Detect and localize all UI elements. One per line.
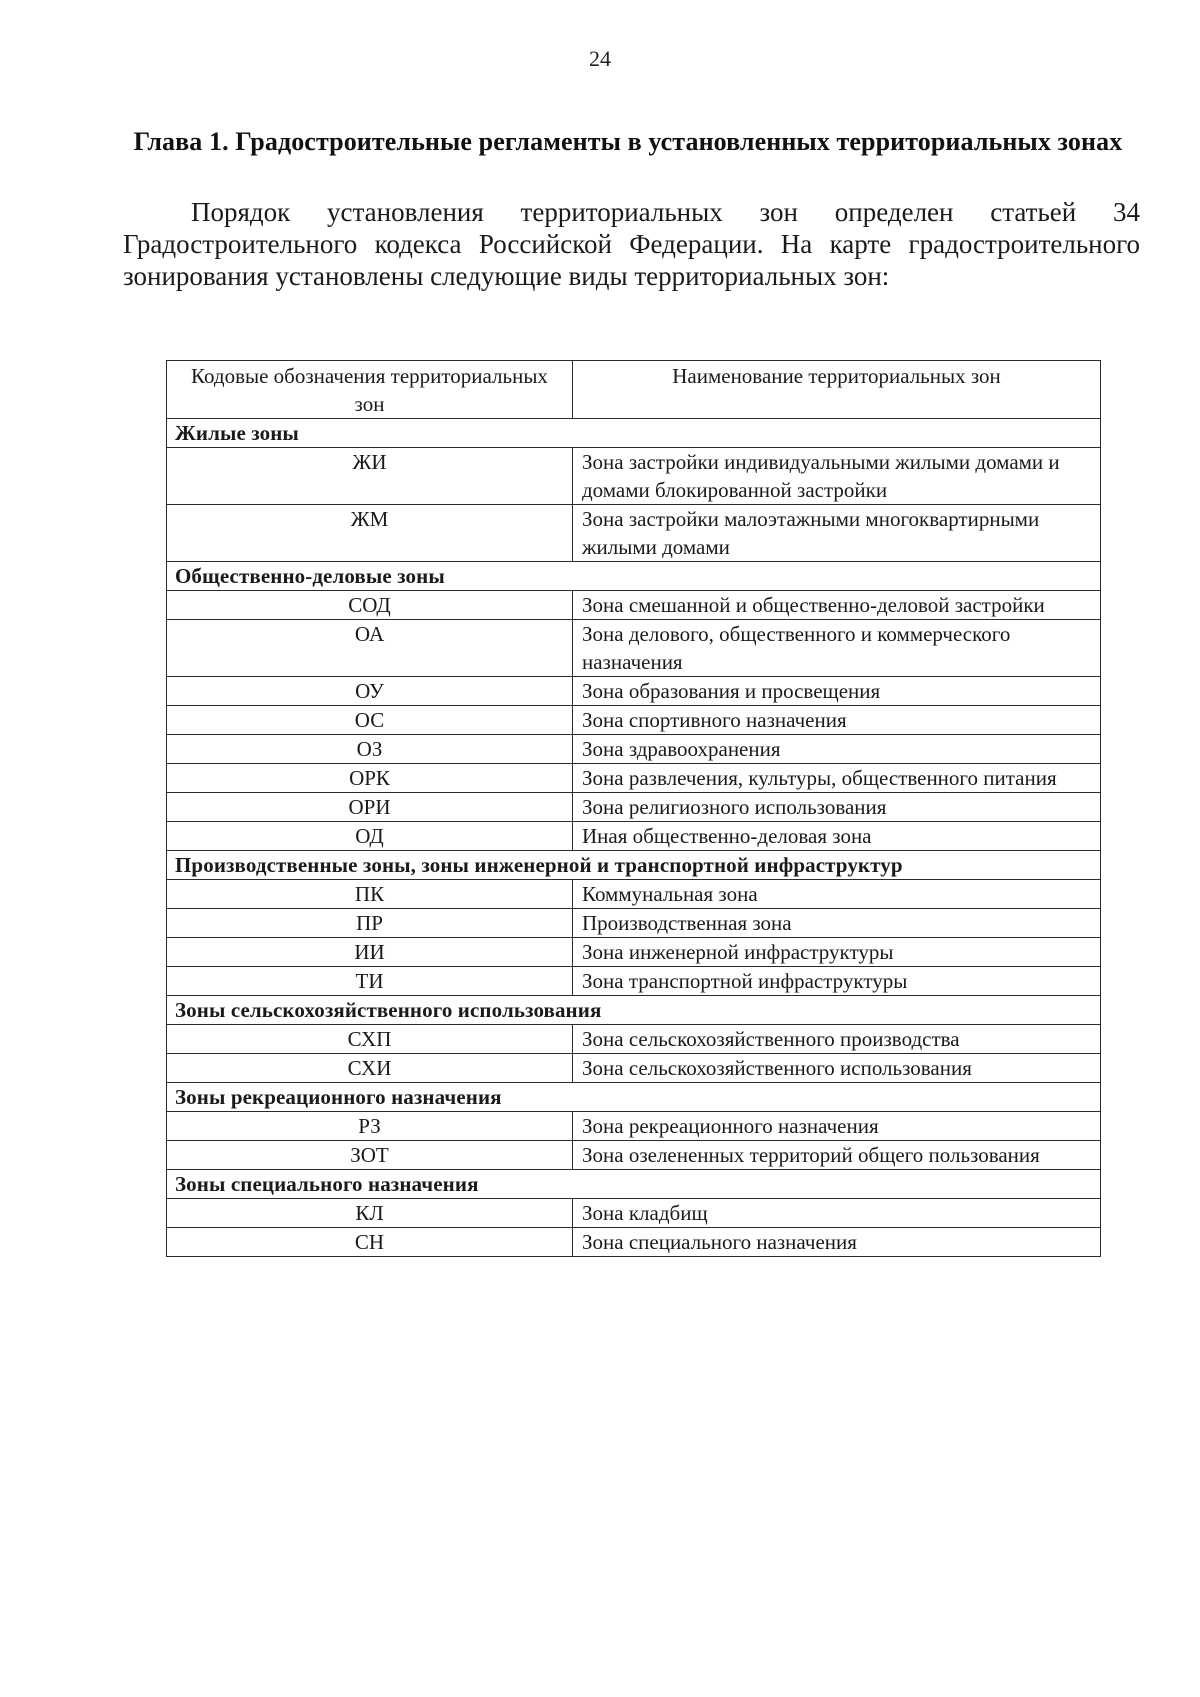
header-code: Кодовые обозначения территориальных зон (167, 361, 573, 419)
zone-code: СОД (167, 591, 573, 620)
zone-code: ОУ (167, 677, 573, 706)
zone-name: Зона образования и просвещения (573, 677, 1101, 706)
page-number: 24 (589, 46, 611, 71)
table-row (167, 793, 1101, 822)
zone-code: ОРИ (167, 793, 573, 822)
zone-code: ОС (167, 706, 573, 735)
group-title: Общественно-деловые зоны (167, 562, 1101, 591)
table-row (167, 822, 1101, 851)
zone-name: Зона сельскохозяйственного использования (573, 1054, 1101, 1083)
group-title: Зоны рекреационного назначения (167, 1083, 1101, 1112)
zone-name: Зона смешанной и общественно-деловой застройки (573, 591, 1101, 620)
table-row (167, 505, 1101, 562)
zone-code: ОРК (167, 764, 573, 793)
header-name: Наименование территориальных зон (573, 361, 1101, 419)
zone-code: ОА (167, 620, 573, 677)
zone-name: Зона здравоохранения (573, 735, 1101, 764)
table-row (167, 620, 1101, 677)
table-row (167, 1141, 1101, 1170)
table-row (167, 909, 1101, 938)
zones-table (166, 360, 1101, 1257)
group-row-residential (167, 419, 1101, 448)
intro-paragraph: Порядок установления территориальных зон определен статьей 34 Градостроительного кодекса Российской Федерации. На карте градостроительного зонирования установлены следующие виды территориальных зон: (123, 197, 1140, 291)
zone-code: ОЗ (167, 735, 573, 764)
table-row (167, 967, 1101, 996)
table-row (167, 706, 1101, 735)
zone-name: Иная общественно-деловая зона (573, 822, 1101, 851)
group-row-public-business (167, 562, 1101, 591)
zone-name: Зона инженерной инфраструктуры (573, 938, 1101, 967)
group-title: Жилые зоны (167, 419, 1101, 448)
table-row (167, 764, 1101, 793)
zone-name: Зона озелененных территорий общего пользования (573, 1141, 1101, 1170)
group-title: Зоны специального назначения (167, 1170, 1101, 1199)
group-row-industrial (167, 851, 1101, 880)
group-title: Зоны сельскохозяйственного использования (167, 996, 1101, 1025)
table-row (167, 448, 1101, 505)
table-row (167, 735, 1101, 764)
zone-name: Зона специального назначения (573, 1228, 1101, 1257)
zone-code: ЖМ (167, 505, 573, 562)
table-row (167, 1199, 1101, 1228)
zone-name: Зона транспортной инфраструктуры (573, 967, 1101, 996)
table-row (167, 1054, 1101, 1083)
zone-code: ПР (167, 909, 573, 938)
zone-code: ТИ (167, 967, 573, 996)
group-title: Производственные зоны, зоны инженерной и транспортной инфраструктур (167, 851, 1101, 880)
group-row-agricultural (167, 996, 1101, 1025)
zone-name: Зона застройки малоэтажными многоквартирными жилыми домами (573, 505, 1101, 562)
table-header-row (167, 361, 1101, 419)
zone-code: ОД (167, 822, 573, 851)
zone-name: Зона рекреационного назначения (573, 1112, 1101, 1141)
table-row (167, 677, 1101, 706)
zone-name: Зона религиозного использования (573, 793, 1101, 822)
zone-code: ЖИ (167, 448, 573, 505)
table-row (167, 1025, 1101, 1054)
zone-code: РЗ (167, 1112, 573, 1141)
table-row (167, 1228, 1101, 1257)
chapter-title: Глава 1. Градостроительные регламенты в установленных территориальных зонах (133, 127, 1123, 156)
zone-code: СХИ (167, 1054, 573, 1083)
table-row (167, 1112, 1101, 1141)
group-row-recreational (167, 1083, 1101, 1112)
table-row (167, 880, 1101, 909)
zone-name: Коммунальная зона (573, 880, 1101, 909)
zone-name: Зона застройки индивидуальными жилыми домами и домами блокированной застройки (573, 448, 1101, 505)
zone-code: ПК (167, 880, 573, 909)
zone-name: Зона кладбищ (573, 1199, 1101, 1228)
zone-name: Производственная зона (573, 909, 1101, 938)
zone-code: СН (167, 1228, 573, 1257)
zone-name: Зона сельскохозяйственного производства (573, 1025, 1101, 1054)
zone-code: КЛ (167, 1199, 573, 1228)
zone-code: ИИ (167, 938, 573, 967)
zone-code: ЗОТ (167, 1141, 573, 1170)
table-row (167, 938, 1101, 967)
group-row-special (167, 1170, 1101, 1199)
zone-code: СХП (167, 1025, 573, 1054)
zone-name: Зона развлечения, культуры, общественного питания (573, 764, 1101, 793)
zone-name: Зона спортивного назначения (573, 706, 1101, 735)
zone-name: Зона делового, общественного и коммерческого назначения (573, 620, 1101, 677)
table-row (167, 591, 1101, 620)
